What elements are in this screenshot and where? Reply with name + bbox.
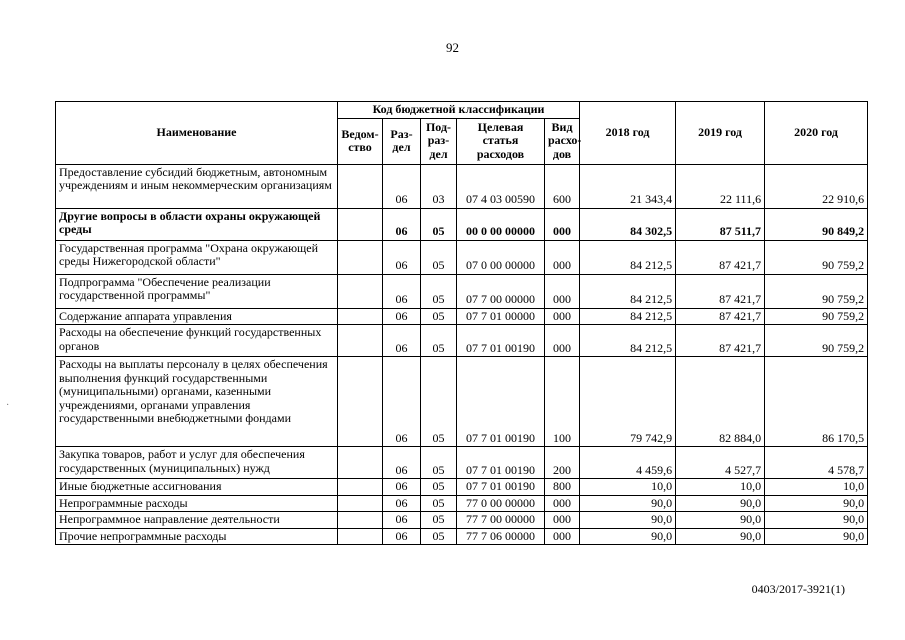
row-2018: 84 212,5 xyxy=(580,274,676,308)
row-vedom xyxy=(338,240,383,274)
row-podrazdel: 05 xyxy=(421,528,457,545)
row-vid: 000 xyxy=(545,208,580,240)
row-vedom xyxy=(338,479,383,496)
row-vid: 000 xyxy=(545,528,580,545)
row-name: Непрограммные расходы xyxy=(56,495,338,512)
margin-dot: · xyxy=(6,400,10,411)
row-2020: 90,0 xyxy=(765,528,868,545)
row-name: Расходы на обеспечение функций государственных органов xyxy=(56,325,338,357)
row-2019: 90,0 xyxy=(676,528,765,545)
row-vedom xyxy=(338,447,383,479)
row-target: 07 7 01 00190 xyxy=(457,447,545,479)
row-podrazdel: 05 xyxy=(421,308,457,325)
row-name: Другие вопросы в области охраны окружающей среды xyxy=(56,208,338,240)
row-target: 77 7 00 00000 xyxy=(457,512,545,529)
row-2020: 90 759,2 xyxy=(765,308,868,325)
row-target: 07 7 01 00190 xyxy=(457,357,545,447)
row-vid: 600 xyxy=(545,164,580,208)
table-row xyxy=(56,357,868,447)
row-2020: 86 170,5 xyxy=(765,357,868,447)
row-vid: 000 xyxy=(545,325,580,357)
row-2018: 21 343,4 xyxy=(580,164,676,208)
table-row xyxy=(56,479,868,496)
table-row xyxy=(56,447,868,479)
row-vedom xyxy=(338,164,383,208)
row-2018: 84 302,5 xyxy=(580,208,676,240)
row-2018: 84 212,5 xyxy=(580,240,676,274)
header-podrazdel: Под-раз-дел xyxy=(421,118,457,164)
row-name: Прочие непрограммные расходы xyxy=(56,528,338,545)
row-vedom xyxy=(338,512,383,529)
row-2019: 87 421,7 xyxy=(676,274,765,308)
table-row xyxy=(56,274,868,308)
row-razdel: 06 xyxy=(383,479,421,496)
row-target: 07 0 00 00000 xyxy=(457,240,545,274)
row-vedom xyxy=(338,208,383,240)
row-2019: 87 421,7 xyxy=(676,240,765,274)
header-vedom: Ведом-ство xyxy=(338,118,383,164)
row-podrazdel: 05 xyxy=(421,325,457,357)
row-vedom xyxy=(338,274,383,308)
row-razdel: 06 xyxy=(383,528,421,545)
header-2020: 2020 год xyxy=(765,102,868,165)
row-razdel: 06 xyxy=(383,274,421,308)
row-vid: 100 xyxy=(545,357,580,447)
row-razdel: 06 xyxy=(383,495,421,512)
row-razdel: 06 xyxy=(383,357,421,447)
row-2019: 10,0 xyxy=(676,479,765,496)
row-vedom xyxy=(338,528,383,545)
row-podrazdel: 05 xyxy=(421,240,457,274)
row-2018: 90,0 xyxy=(580,528,676,545)
row-target: 77 0 00 00000 xyxy=(457,495,545,512)
row-2019: 22 111,6 xyxy=(676,164,765,208)
table-row xyxy=(56,512,868,529)
table-row xyxy=(56,164,868,208)
row-razdel: 06 xyxy=(383,512,421,529)
row-2019: 87 421,7 xyxy=(676,325,765,357)
row-target: 07 7 01 00190 xyxy=(457,479,545,496)
row-2018: 10,0 xyxy=(580,479,676,496)
row-vid: 000 xyxy=(545,495,580,512)
table-row xyxy=(56,495,868,512)
row-vid: 000 xyxy=(545,512,580,529)
row-2019: 4 527,7 xyxy=(676,447,765,479)
header-vid: Вид расхо-дов xyxy=(545,118,580,164)
row-podrazdel: 05 xyxy=(421,479,457,496)
row-2020: 90 759,2 xyxy=(765,240,868,274)
row-podrazdel: 05 xyxy=(421,208,457,240)
row-2019: 82 884,0 xyxy=(676,357,765,447)
header-2018: 2018 год xyxy=(580,102,676,165)
header-target: Целевая статья расходов xyxy=(457,118,545,164)
row-name: Закупка товаров, работ и услуг для обеспечения государственных (муниципальных) нужд xyxy=(56,447,338,479)
row-vid: 800 xyxy=(545,479,580,496)
row-vedom xyxy=(338,495,383,512)
row-2018: 84 212,5 xyxy=(580,308,676,325)
row-razdel: 06 xyxy=(383,240,421,274)
row-2020: 90,0 xyxy=(765,512,868,529)
row-podrazdel: 05 xyxy=(421,357,457,447)
row-target: 07 4 03 00590 xyxy=(457,164,545,208)
row-2018: 84 212,5 xyxy=(580,325,676,357)
header-2019: 2019 год xyxy=(676,102,765,165)
row-vedom xyxy=(338,325,383,357)
row-vedom xyxy=(338,308,383,325)
row-2020: 4 578,7 xyxy=(765,447,868,479)
row-2019: 87 511,7 xyxy=(676,208,765,240)
row-2020: 10,0 xyxy=(765,479,868,496)
row-2018: 90,0 xyxy=(580,512,676,529)
table-row xyxy=(56,325,868,357)
row-target: 07 7 01 00000 xyxy=(457,308,545,325)
header-name: Наименование xyxy=(56,102,338,165)
row-vedom xyxy=(338,357,383,447)
row-vid: 000 xyxy=(545,308,580,325)
row-target: 00 0 00 00000 xyxy=(457,208,545,240)
table-row xyxy=(56,528,868,545)
row-2018: 4 459,6 xyxy=(580,447,676,479)
row-2018: 79 742,9 xyxy=(580,357,676,447)
row-razdel: 06 xyxy=(383,308,421,325)
row-target: 77 7 06 00000 xyxy=(457,528,545,545)
row-name: Подпрограмма "Обеспечение реализации государственной программы" xyxy=(56,274,338,308)
document-number: 0403/2017-3921(1) xyxy=(751,582,845,596)
table-row xyxy=(56,308,868,325)
header-code-group: Код бюджетной классификации xyxy=(338,102,580,119)
row-vid: 200 xyxy=(545,447,580,479)
row-razdel: 06 xyxy=(383,208,421,240)
row-podrazdel: 03 xyxy=(421,164,457,208)
row-podrazdel: 05 xyxy=(421,447,457,479)
row-name: Содержание аппарата управления xyxy=(56,308,338,325)
row-2020: 22 910,6 xyxy=(765,164,868,208)
row-vid: 000 xyxy=(545,240,580,274)
row-2020: 90,0 xyxy=(765,495,868,512)
row-name: Расходы на выплаты персоналу в целях обеспечения выполнения функций государственными (муниципальными) органами, казенными учреждениями, органами управления государственными внебюджетными фондами xyxy=(56,357,338,447)
row-podrazdel: 05 xyxy=(421,274,457,308)
table-row xyxy=(56,240,868,274)
row-target: 07 7 00 00000 xyxy=(457,274,545,308)
row-name: Иные бюджетные ассигнования xyxy=(56,479,338,496)
row-vid: 000 xyxy=(545,274,580,308)
row-razdel: 06 xyxy=(383,447,421,479)
table-row xyxy=(56,208,868,240)
row-2020: 90 759,2 xyxy=(765,274,868,308)
row-razdel: 06 xyxy=(383,325,421,357)
row-2018: 90,0 xyxy=(580,495,676,512)
page-number: 92 xyxy=(446,40,459,55)
row-target: 07 7 01 00190 xyxy=(457,325,545,357)
row-2020: 90 849,2 xyxy=(765,208,868,240)
budget-table xyxy=(55,101,868,545)
row-podrazdel: 05 xyxy=(421,512,457,529)
row-2019: 90,0 xyxy=(676,512,765,529)
row-2019: 90,0 xyxy=(676,495,765,512)
row-podrazdel: 05 xyxy=(421,495,457,512)
row-name: Предоставление субсидий бюджетным, автономным учреждениям и иным некоммерческим организациям xyxy=(56,164,338,208)
row-2020: 90 759,2 xyxy=(765,325,868,357)
row-2019: 87 421,7 xyxy=(676,308,765,325)
row-name: Непрограммное направление деятельности xyxy=(56,512,338,529)
header-razdel: Раз-дел xyxy=(383,118,421,164)
row-name: Государственная программа "Охрана окружающей среды Нижегородской области" xyxy=(56,240,338,274)
row-razdel: 06 xyxy=(383,164,421,208)
